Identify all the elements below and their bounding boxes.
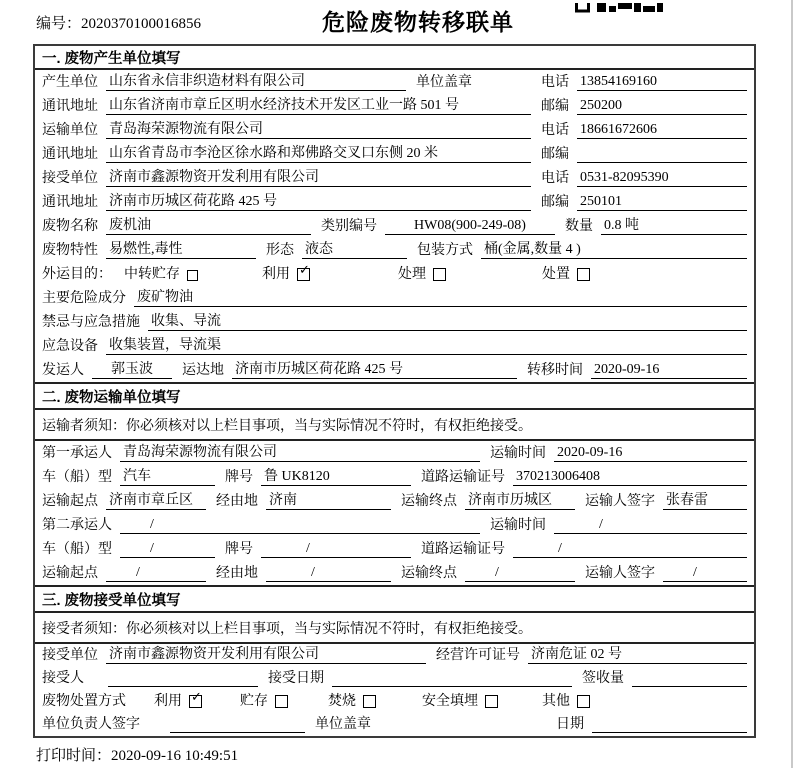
row-transporter-unit (35, 118, 754, 142)
quantity-label: 数量 (565, 219, 593, 234)
transporter-unit-label: 运输单位 (42, 123, 98, 138)
purpose-option-label: 处理 (398, 267, 426, 282)
purpose-option-utilize (262, 263, 310, 283)
print-time-value: 2020-09-16 10:49:51 (111, 748, 239, 764)
vehicle-type-label: 车（船）型 (42, 542, 112, 557)
row-consignor (35, 358, 754, 382)
route-origin-label: 运输起点 (42, 494, 98, 509)
serial-value: 2020370100016856 (81, 16, 202, 32)
purpose-option-treat (398, 263, 446, 283)
row-receiver-address (35, 190, 754, 214)
receiver-phone-value: 0531-82095390 (577, 170, 747, 187)
phone-label: 电话 (541, 75, 569, 90)
row-transfer-purpose (35, 262, 754, 286)
receiver-person-value (108, 686, 258, 687)
vehicle-type-label: 车（船）型 (42, 470, 112, 485)
row-receiver-person (35, 667, 754, 690)
date-value (592, 732, 747, 733)
plate-number-label: 牌号 (225, 542, 253, 557)
row-waste-character (35, 238, 754, 262)
disposal-option-storage (240, 690, 288, 710)
responsible-signature-label: 单位负责人签字 (42, 717, 140, 732)
section-transporter-title: 二. 废物运输单位填写 (35, 384, 754, 410)
qr-code-fragment (575, 0, 663, 10)
second-carrier-signature-value: / (663, 565, 747, 582)
check-mark: ✓ (299, 263, 310, 278)
unit-seal-label: 单位盖章 (416, 75, 472, 90)
row-receiver-unit (35, 166, 754, 190)
section-producer (35, 46, 754, 382)
second-route-origin-value: / (106, 565, 206, 582)
second-route-destination-value: / (465, 565, 575, 582)
transporter-postcode-value (577, 162, 747, 163)
row-first-vehicle (35, 465, 754, 489)
checkbox-disposal-storage (275, 695, 288, 708)
receive-unit-value: 济南市鑫源物资开发利用有限公司 (106, 643, 426, 664)
unit-seal-label: 单位盖章 (315, 717, 371, 732)
carrier-signature-label: 运输人签字 (585, 566, 655, 581)
page-right-edge (791, 0, 793, 768)
route-via-label: 经由地 (216, 494, 258, 509)
physical-form-label: 形态 (266, 243, 294, 258)
road-permit-label: 道路运输证号 (421, 542, 505, 557)
print-time (36, 744, 238, 765)
first-route-origin-value: 济南市章丘区 (106, 489, 206, 510)
receive-date-label: 接受日期 (268, 671, 324, 686)
producer-address-value: 山东省济南市章丘区明水经济技术开发区工业一路 501 号 (106, 94, 531, 115)
package-label: 包装方式 (417, 243, 473, 258)
second-carrier-value: / (120, 517, 480, 534)
package-value: 桶(金属,数量 4 ) (481, 238, 747, 259)
transporter-address-value: 山东省青岛市李沧区徐水路和郑佛路交叉口东侧 20 米 (106, 142, 531, 163)
disposal-option-label: 贮存 (240, 694, 268, 709)
disposal-option-label: 其他 (542, 694, 570, 709)
transporter-unit-value: 青岛海荣源物流有限公司 (106, 118, 531, 139)
plate-number-label: 牌号 (225, 470, 253, 485)
transporter-phone-value: 18661672606 (577, 122, 747, 139)
quantity-value: 0.8 吨 (601, 214, 747, 235)
second-carrier-label: 第二承运人 (42, 518, 112, 533)
receiver-notice: 接受者须知：你必须核对以上栏目事项，当与实际情况不符时，有权拒绝接受。 (35, 613, 754, 644)
receive-unit-label: 接受单位 (42, 648, 98, 663)
row-taboo-measures (35, 310, 754, 334)
transfer-purpose-label: 外运目的： (42, 267, 112, 282)
transport-time-label: 运输时间 (490, 446, 546, 461)
section-producer-title: 一. 废物产生单位填写 (35, 46, 754, 70)
producer-postcode-value: 250200 (577, 98, 747, 115)
waste-name-label: 废物名称 (42, 219, 98, 234)
checkbox-disposal-landfill (485, 695, 498, 708)
phone-label: 电话 (541, 123, 569, 138)
destination-value: 济南市历城区荷花路 425 号 (232, 358, 517, 379)
category-code-value: HW08(900-249-08) (385, 218, 555, 235)
producer-unit-label: 产生单位 (42, 75, 98, 90)
transport-time-label: 运输时间 (490, 518, 546, 533)
route-destination-label: 运输终点 (401, 566, 457, 581)
transporter-notice: 运输者须知：你必须核对以上栏目事项，当与实际情况不符时，有权拒绝接受。 (35, 410, 754, 441)
disposal-option-label: 安全填埋 (422, 694, 478, 709)
emergency-equipment-label: 应急设备 (42, 339, 98, 354)
producer-unit-value: 山东省永信非织造材料有限公司 (106, 70, 406, 91)
purpose-option-label: 处置 (542, 267, 570, 282)
consignor-value: 郭玉波 (92, 358, 172, 379)
serial-label: 编号： (36, 16, 82, 32)
row-second-carrier (35, 513, 754, 537)
checkbox-disposal-incinerate (363, 695, 376, 708)
waste-name-value: 废机油 (106, 214, 311, 235)
row-second-vehicle (35, 537, 754, 561)
page-title: 危险废物转移联单 (322, 9, 514, 35)
first-vehicle-type-value: 汽车 (120, 465, 215, 486)
road-permit-label: 道路运输证号 (421, 470, 505, 485)
phone-label: 电话 (541, 171, 569, 186)
receiver-postcode-value: 250101 (577, 194, 747, 211)
route-via-label: 经由地 (216, 566, 258, 581)
row-receive-unit (35, 644, 754, 667)
carrier-signature-label: 运输人签字 (585, 494, 655, 509)
receiver-person-label: 接受人 (42, 671, 84, 686)
license-number-value: 济南危证 02 号 (528, 643, 747, 664)
disposal-option-other (542, 690, 590, 710)
row-second-route (35, 561, 754, 585)
second-transport-time-value: / (554, 517, 747, 534)
checkbox-dispose (577, 268, 590, 281)
responsible-signature-value (170, 732, 305, 733)
disposal-option-label: 利用 (154, 694, 182, 709)
main-hazard-value: 废矿物油 (134, 286, 747, 307)
first-carrier-label: 第一承运人 (42, 446, 112, 461)
disposal-option-landfill (422, 690, 498, 710)
row-first-carrier (35, 441, 754, 465)
second-route-via-value: / (266, 565, 391, 582)
disposal-method-label: 废物处置方式 (42, 694, 126, 709)
first-route-destination-value: 济南市历城区 (465, 489, 575, 510)
address-label: 通讯地址 (42, 147, 98, 162)
purpose-option-dispose (542, 263, 590, 283)
checkbox-disposal-utilize (189, 690, 202, 708)
received-amount-value (632, 686, 747, 687)
purpose-option-transit-storage (124, 263, 198, 283)
transfer-time-value: 2020-09-16 (591, 362, 747, 379)
waste-character-label: 废物特性 (42, 243, 98, 258)
row-producer-address (35, 94, 754, 118)
waste-character-value: 易燃性,毒性 (106, 238, 256, 259)
category-code-label: 类别编号 (321, 219, 377, 234)
route-origin-label: 运输起点 (42, 566, 98, 581)
disposal-option-label: 焚烧 (328, 694, 356, 709)
physical-form-value: 液态 (302, 238, 407, 259)
row-main-hazard (35, 286, 754, 310)
disposal-option-incinerate (328, 690, 376, 710)
checkbox-transit-storage (187, 270, 198, 281)
second-plate-number-value: / (261, 541, 411, 558)
address-label: 通讯地址 (42, 99, 98, 114)
route-destination-label: 运输终点 (401, 494, 457, 509)
second-road-permit-value: / (513, 541, 747, 558)
row-waste-name (35, 214, 754, 238)
producer-phone-value: 13854169160 (577, 74, 747, 91)
section-transporter (35, 382, 754, 585)
checkbox-treat (433, 268, 446, 281)
qr-fragment-graphic (575, 3, 663, 13)
receive-date-value (332, 686, 572, 687)
section-receiver (35, 585, 754, 736)
checkbox-utilize (297, 263, 310, 281)
taboo-measures-label: 禁忌与应急措施 (42, 315, 140, 330)
address-label: 通讯地址 (42, 195, 98, 210)
print-time-label: 打印时间： (36, 748, 112, 764)
transfer-form (33, 44, 756, 738)
row-emergency-equipment (35, 334, 754, 358)
purpose-option-label: 中转贮存 (124, 267, 180, 282)
transfer-time-label: 转移时间 (527, 363, 583, 378)
first-plate-number-value: 鲁 UK8120 (261, 465, 411, 486)
row-producer-unit (35, 70, 754, 94)
first-carrier-value: 青岛海荣源物流有限公司 (120, 441, 480, 462)
consignor-label: 发运人 (42, 363, 84, 378)
received-amount-label: 签收量 (582, 671, 624, 686)
second-vehicle-type-value: / (120, 541, 215, 558)
section-receiver-title: 三. 废物接受单位填写 (35, 587, 754, 613)
disposal-option-utilize (154, 690, 202, 710)
row-disposal-method (35, 690, 754, 713)
postcode-label: 邮编 (541, 99, 569, 114)
receiver-unit-value: 济南市鑫源物资开发利用有限公司 (106, 166, 531, 187)
license-number-label: 经营许可证号 (436, 648, 520, 663)
receiver-address-value: 济南市历城区荷花路 425 号 (106, 190, 531, 211)
check-mark: ✓ (191, 690, 202, 705)
first-road-permit-value: 370213006408 (513, 469, 747, 486)
postcode-label: 邮编 (541, 195, 569, 210)
row-responsible-signature (35, 713, 754, 736)
row-first-route (35, 489, 754, 513)
checkbox-disposal-other (577, 695, 590, 708)
main-hazard-label: 主要危险成分 (42, 291, 126, 306)
destination-label: 运达地 (182, 363, 224, 378)
first-transport-time-value: 2020-09-16 (554, 445, 747, 462)
row-transporter-address (35, 142, 754, 166)
receiver-unit-label: 接受单位 (42, 171, 98, 186)
postcode-label: 邮编 (541, 147, 569, 162)
purpose-option-label: 利用 (262, 267, 290, 282)
first-route-via-value: 济南 (266, 489, 391, 510)
emergency-equipment-value: 收集装置，导流渠 (106, 334, 747, 355)
taboo-measures-value: 收集、导流 (148, 310, 747, 331)
date-label: 日期 (556, 717, 584, 732)
first-carrier-signature-value: 张春雷 (663, 489, 747, 510)
